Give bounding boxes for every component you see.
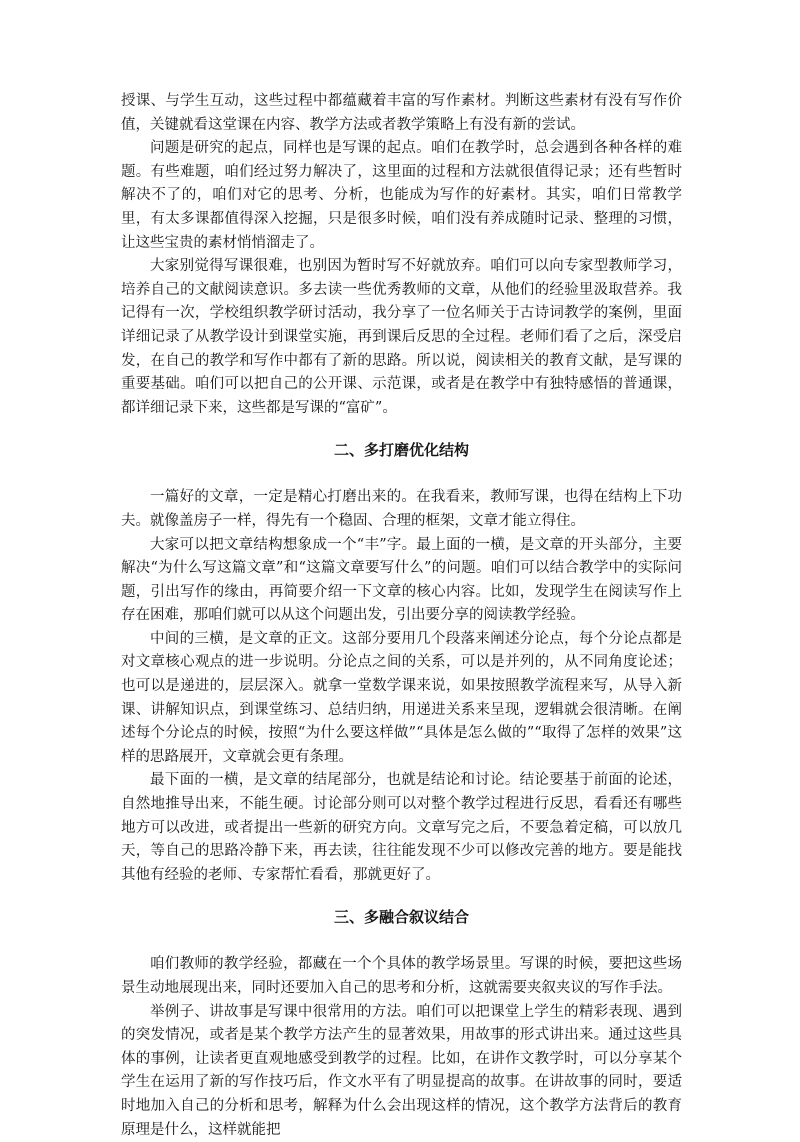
paragraph: 最下面的一横，是文章的结尾部分，也就是结论和讨论。结论要基于前面的论述，自然地推导出来，不能生硬。讨论部分则可以对整个教学过程进行反思，看看还有哪些地方可以改进，或者提出一些新的研究方向。文章写完之后，不要急着定稿，可以放几天，等自己的思路冷静下来，再去读，往往能发现不少可以修改完善的地方。要是能找其他有经验的老师、专家帮忙看看，那就更好了。 (121, 772, 682, 883)
paragraph: 举例子、讲故事是写课中很常用的方法。咱们可以把课堂上学生的精彩表现、遇到的突发情况，或者是某个教学方法产生的显著效果，用故事的形式讲出来。通过这些具体的事例，让读者更直观地感受到教学的过程。比如，在讲作文教学时，可以分享某个学生在运用了新的写作技巧后，作文水平有了明显提高的故事。在讲故事的同时，要适时地加入自己的分析和思考，解释为什么会出现这样的情况，这个教学方法背后的教育原理是什么，这样就能把 (121, 1003, 682, 1138)
paragraph: 一篇好的文章，一定是精心打磨出来的。在我看来，教师写课，也得在结构上下功夫。就像盖房子一样，得先有一个稳固、合理的框架，文章才能立得住。 (121, 489, 682, 529)
paragraph: 大家可以把文章结构想象成一个“丰”字。最上面的一横，是文章的开头部分，主要解决“为什么写这篇文章”和“这篇文章要写什么”的问题。咱们可以结合教学中的实际问题，引出写作的缘由，再简要介绍一下文章的核心内容。比如，发现学生在阅读写作上存在困难，那咱们就可以从这个问题出发，引出要分享的阅读教学经验。 (121, 536, 682, 624)
paragraph: 大家别觉得写课很难，也别因为暂时写不好就放弃。咱们可以向专家型教师学习，培养自己的文献阅读意识。多去读一些优秀教师的文章，从他们的经验里汲取营养。我记得有一次，学校组织教学研讨活动，我分享了一位名师关于古诗词教学的案例，里面详细记录了从教学设计到课堂实施，再到课后反思的全过程。老师们看了之后，深受启发，在自己的教学和写作中都有了新的思路。所以说，阅读相关的教育文献，是写课的重要基础。咱们可以把自己的公开课、示范课，或者是在教学中有独特感悟的普通课，都详细记录下来，这些都是写课的“富矿”。 (121, 258, 682, 416)
paragraph: 咱们教师的教学经验，都藏在一个个具体的教学场景里。写课的时候，要把这些场景生动地展现出来，同时还要加入自己的思考和分析，这就需要夹叙夹议的写作手法。 (121, 956, 682, 996)
paragraph: 授课、与学生互动，这些过程中都蕴藏着丰富的写作素材。判断这些素材有没有写作价值，关键就看这堂课在内容、教学方法或者教学策略上有没有新的尝试。 (121, 93, 682, 133)
section-heading: 三、多融合叙议结合 (333, 908, 469, 927)
section-heading: 二、多打磨优化结构 (333, 441, 469, 460)
paragraph: 问题是研究的起点，同样也是写课的起点。咱们在教学时，总会遇到各种各样的难题。有些难题，咱们经过努力解决了，这里面的过程和方法就很值得记录；还有些暂时解决不了的，咱们对它的思考、分析，也能成为写作的好素材。其实，咱们日常教学里，有太多课都值得深入挖掘，只是很多时候，咱们没有养成随时记录、整理的习惯，让这些宝贵的素材悄悄溜走了。 (121, 140, 682, 251)
paragraph: 中间的三横，是文章的正文。这部分要用几个段落来阐述分论点，每个分论点都是对文章核心观点的进一步说明。分论点之间的关系，可以是并列的，从不同角度论述；也可以是递进的，层层深入。就拿一堂数学课来说，如果按照教学流程来写，从导入新课、讲解知识点，到课堂练习、总结归纳，用递进关系来呈现，逻辑就会很清晰。在阐述每个分论点的时候，按照“为什么要这样做”“具体是怎么做的”“取得了怎样的效果”这样的思路展开，文章就会更有条理。 (121, 630, 682, 765)
